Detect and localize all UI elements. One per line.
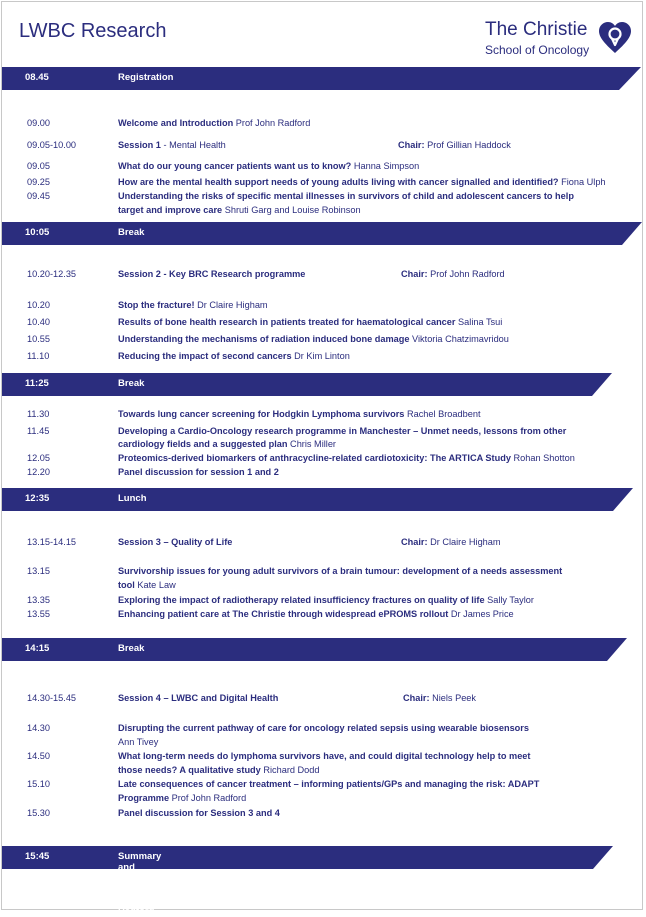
logo-name: The Christie [485,19,588,40]
talk-title: How are the mental health support needs of young adults living with cancer signalled and identified? [118,177,559,187]
bar-background [2,846,642,869]
speaker: Prof John Radford [169,793,247,803]
agenda-time: 14.30 [27,723,50,733]
talk-title: Stop the fracture! [118,300,195,310]
talk-title: Panel discussion for session 1 and 2 [118,467,279,477]
session-title: Session 4 – LWBC and Digital Health [118,693,279,703]
talk-title: Panel discussion for Session 3 and 4 [118,808,280,818]
agenda-item [118,118,310,129]
agenda-time: 12.20 [27,467,50,477]
christie-heart-logo-icon [598,21,632,55]
agenda-item [118,409,481,420]
bar-time: 11:25 [25,378,49,389]
agenda-item [118,351,350,362]
session-title: Session 3 – Quality of Life [118,537,233,547]
page-title: LWBC Research [19,20,167,42]
bar-time: 12:35 [25,493,50,504]
speaker: Dr Claire Higham [194,300,268,310]
logo-subtitle: School of Oncology [485,43,590,57]
agenda-item [118,177,606,188]
agenda-time: 10.40 [27,317,50,327]
speaker: Salina Tsui [455,317,503,327]
bar-background [2,638,642,661]
agenda-time: 10.55 [27,334,50,344]
agenda-item-cont [118,205,361,216]
talk-title: Proteomics-derived biomarkers of anthracycline-related cardiotoxicity: The ARTICA Study [118,453,511,463]
agenda-item [118,161,419,172]
talk-title: Survivorship issues for young adult survivors of a brain tumour: development of a needs assessment [118,566,563,576]
bar-time: 14:15 [25,643,50,654]
speaker: Shruti Garg and Louise Robinson [222,205,361,215]
talk-title: Late consequences of cancer treatment – informing patients/GPs and managing the risk: ADAPT [118,779,540,789]
talk-title: cardiology fields and a suggested plan [118,439,288,449]
speaker: Chris Miller [287,439,336,449]
talk-title: Enhancing patient care at The Christie through widespread ePROMS rollout [118,609,449,619]
agenda-item-cont [118,580,176,591]
agenda-item [118,595,534,606]
chair-label: Chair: [403,693,430,703]
chair-label: Chair: [401,269,428,279]
agenda-time: 10.20 [27,300,50,310]
speaker: Rachel Broadbent [404,409,481,419]
session-time: 10.20-12.35 [27,269,77,279]
bar-background [2,488,642,511]
agenda-time: 11.10 [27,351,50,361]
bar-label: Summary and Close Prof John Radford [118,851,162,917]
bar-label: Break [118,378,145,389]
speaker: Ann Tivey [118,737,159,747]
chair-name: Niels Peek [429,693,477,703]
speaker: Dr James Price [448,609,514,619]
session-heading [118,140,226,151]
agenda-time: 11.30 [27,409,50,419]
agenda-time: 15.30 [27,808,50,818]
agenda-time: 11.45 [27,426,50,436]
bar-label: Lunch [118,493,147,504]
session-subtitle: - Mental Health [160,140,226,150]
chair-label: Chair: [401,537,428,547]
agenda-item [118,300,268,311]
session-time: 13.15-14.15 [27,537,77,547]
session-title: Session 1 [118,140,161,150]
session-title: Session 2 - Key BRC Research programme [118,269,306,279]
speaker: Kate Law [134,580,176,590]
speaker: Viktoria Chatzimavridou [409,334,509,344]
bar-label: Break [118,227,145,238]
agenda-time: 09.45 [27,191,50,201]
talk-title: Developing a Cardio-Oncology research programme in Manchester – Unmet needs, lessons from other [118,426,567,436]
bar-time: 15:45 [25,851,50,862]
talk-title: What long-term needs do lymphoma survivors have, and could digital technology help to meet [118,751,531,761]
agenda-item [118,334,509,345]
talk-title: Welcome and Introduction [118,118,234,128]
agenda-time: 09.25 [27,177,50,187]
talk-title: Understanding the risks of specific mental illnesses in survivors of child and adolescent cancers to help [118,191,574,201]
speaker: Hanna Simpson [351,161,420,171]
bar-label: Break [118,643,145,654]
chair-name: Prof Gillian Haddock [424,140,511,150]
agenda-item-cont [118,439,336,450]
session-chair [403,693,476,704]
bar-time: 10:05 [25,227,50,238]
agenda-item [118,453,575,464]
agenda-time: 12.05 [27,453,50,463]
session-chair [401,537,501,548]
agenda-item-cont [118,765,320,776]
talk-title: tool [118,580,135,590]
session-chair [401,269,505,280]
talk-title: Towards lung cancer screening for Hodgkin Lymphoma survivors [118,409,405,419]
talk-title: Exploring the impact of radiotherapy related insufficiency fractures on quality of life [118,595,485,605]
agenda-item [118,317,502,328]
bar-background [2,67,642,90]
talk-title: target and improve care [118,205,223,215]
agenda-item-cont [118,793,246,804]
bar-background [2,222,642,245]
agenda-time: 15.10 [27,779,50,789]
talk-title: What do our young cancer patients want us to know? [118,161,352,171]
talk-title: Disrupting the current pathway of care for oncology related sepsis using wearable biosensors [118,723,529,733]
speaker: Sally Taylor [484,595,534,605]
bar-time: 08.45 [25,72,49,83]
talk-title: Reducing the impact of second cancers [118,351,292,361]
agenda-time: 13.35 [27,595,50,605]
speaker: Richard Dodd [260,765,320,775]
bar-background [2,373,642,396]
speaker: Rohan Shotton [510,453,575,463]
chair-label: Chair: [398,140,425,150]
talk-title: those needs? A qualitative study [118,765,261,775]
speaker: Fiona Ulph [558,177,606,187]
chair-name: Dr Claire Higham [427,537,501,547]
agenda-time: 09.00 [27,118,50,128]
talk-title: Understanding the mechanisms of radiation induced bone damage [118,334,410,344]
session-time: 14.30-15.45 [27,693,77,703]
talk-title: Programme [118,793,170,803]
bar-label: Registration [118,72,174,83]
agenda-time: 09.05 [27,161,50,171]
agenda-time: 13.15 [27,566,50,576]
chair-name: Prof John Radford [427,269,505,279]
session-time: 09.05-10.00 [27,140,77,150]
speaker: Dr Kim Linton [291,351,350,361]
agenda-item [118,609,514,620]
agenda-time: 13.55 [27,609,50,619]
speaker: Prof John Radford [233,118,311,128]
session-chair [398,140,511,151]
agenda-time: 14.50 [27,751,50,761]
talk-title: Results of bone health research in patients treated for haematological cancer [118,317,456,327]
